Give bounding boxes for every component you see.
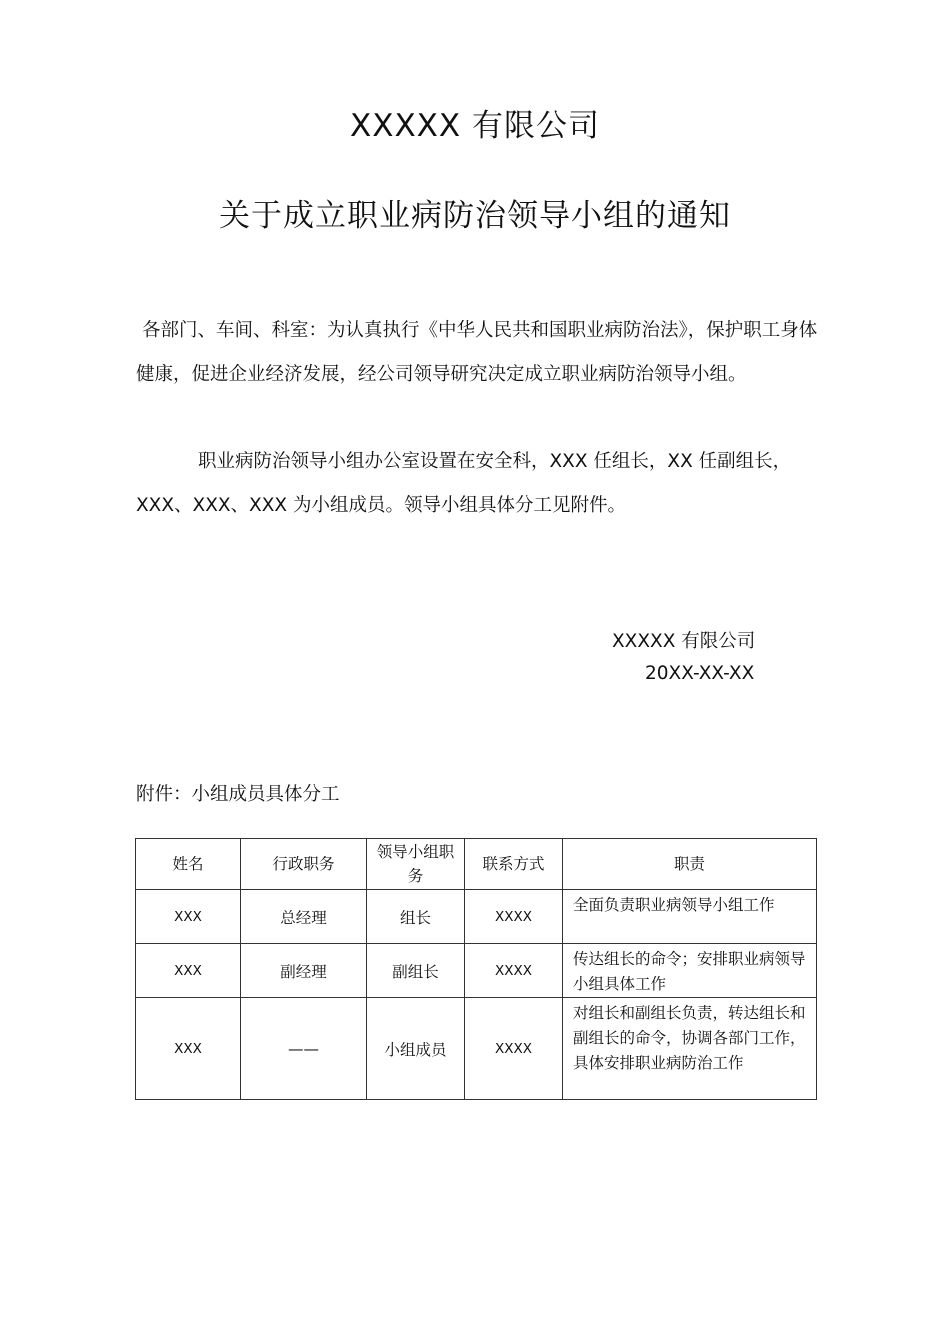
cell-duty: 对组长和副组长负责，转达组长和副组长的命令，协调各部门工作，具体安排职业病防治工作 bbox=[563, 998, 817, 1100]
cell-name: XXX bbox=[136, 890, 241, 944]
cell-name: XXX bbox=[136, 998, 241, 1100]
company-title: XXXXX 有限公司 bbox=[349, 108, 601, 144]
cell-contact: XXXX bbox=[465, 890, 563, 944]
cell-admin-position: —— bbox=[241, 998, 367, 1100]
cell-name: XXX bbox=[136, 944, 241, 998]
notice-title: 关于成立职业病防治领导小组的通知 bbox=[219, 198, 731, 234]
header-admin-position: 行政职务 bbox=[241, 839, 367, 890]
table-row bbox=[136, 890, 817, 944]
cell-group-position: 副组长 bbox=[367, 944, 465, 998]
cell-duty: 传达组长的命令；安排职业病领导小组具体工作 bbox=[563, 944, 817, 998]
cell-contact: XXXX bbox=[465, 944, 563, 998]
table-header-row bbox=[136, 839, 817, 890]
cell-group-position: 小组成员 bbox=[367, 998, 465, 1100]
cell-contact: XXXX bbox=[465, 998, 563, 1100]
paragraph-intro: 各部门、车间、科室：为认真执行《中华人民共和国职业病防治法》，保护职工身体健康，促进企业经济发展，经公司领导研究决定成立职业病防治领导小组。 bbox=[136, 320, 818, 385]
table-row bbox=[136, 944, 817, 998]
signature-company: XXXXX 有限公司 bbox=[612, 631, 756, 652]
header-contact: 联系方式 bbox=[465, 839, 563, 890]
cell-group-position: 组长 bbox=[367, 890, 465, 944]
cell-admin-position: 总经理 bbox=[241, 890, 367, 944]
attachment-label: 附件：小组成员具体分工 bbox=[136, 784, 340, 805]
header-name: 姓名 bbox=[136, 839, 241, 890]
members-table bbox=[135, 838, 817, 1100]
header-group-position: 领导小组职务 bbox=[367, 839, 465, 890]
signature-date: 20XX-XX-XX bbox=[645, 663, 755, 684]
cell-admin-position: 副经理 bbox=[241, 944, 367, 998]
cell-duty: 全面负责职业病领导小组工作 bbox=[563, 890, 817, 944]
header-duty: 职责 bbox=[563, 839, 817, 890]
table-row bbox=[136, 998, 817, 1100]
paragraph-office: 职业病防治领导小组办公室设置在安全科，XXX 任组长，XX 任副组长，XXX、XXX、XXX 为小组成员。领导小组具体分工见附件。 bbox=[136, 451, 792, 516]
